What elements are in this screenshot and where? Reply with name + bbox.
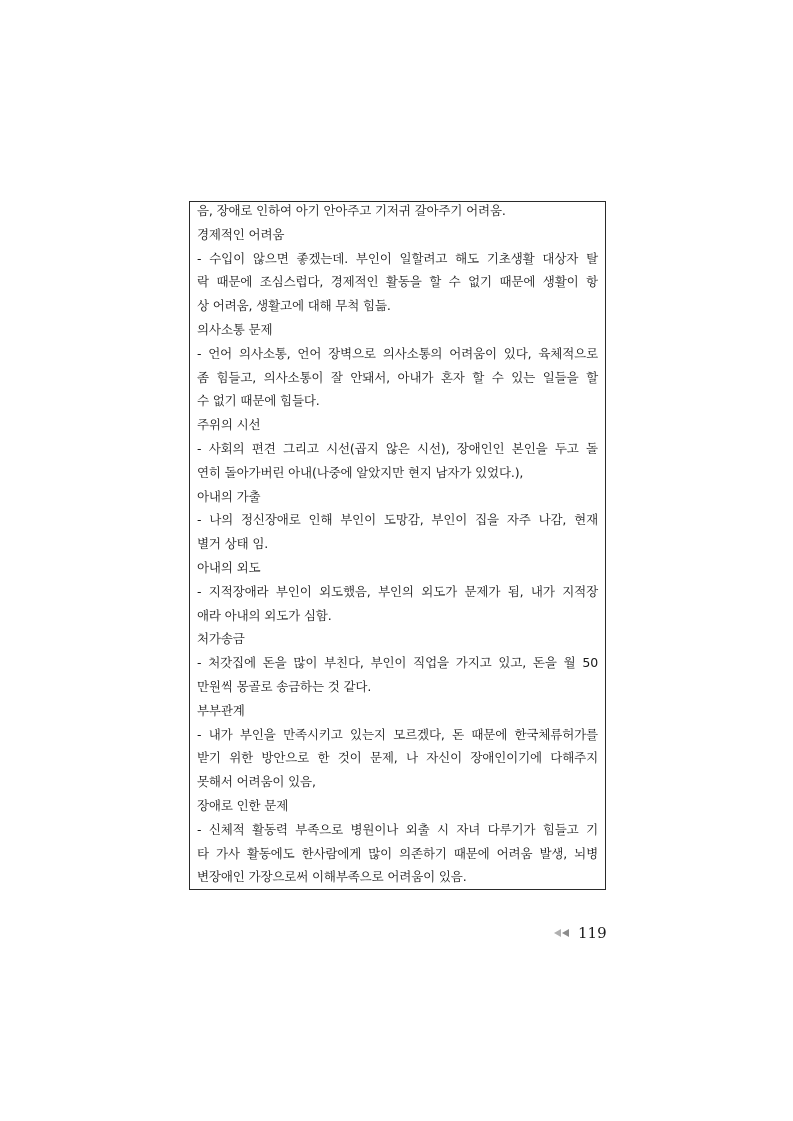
text-line: 아내의 외도	[197, 559, 261, 575]
text-line: 받기 위한 방안으로 한 것이 문제, 나 자신이 장애인이기에 다해주지	[197, 750, 598, 766]
boxed-text-panel	[189, 201, 606, 890]
double-left-triangle-icon	[553, 928, 571, 938]
page-footer	[553, 921, 613, 945]
text-line: - 수입이 않으면 좋겠는데. 부인이 일할려고 해도 기초생활 대상자 탈	[197, 250, 598, 266]
text-line: 락 때문에 조심스럽다, 경제적인 활동을 할 수 없기 때문에 생활이 항	[197, 274, 598, 290]
text-line: 음, 장애로 인하여 아기 안아주고 기저귀 갈아주기 어려움.	[197, 203, 506, 218]
text-line: 만원씩 몽골로 송금하는 것 같다.	[197, 678, 372, 694]
text-line: 아내의 가출	[197, 488, 261, 504]
text-line: 주위의 시선	[197, 417, 261, 433]
text-line: 장애로 인한 문제	[197, 797, 289, 813]
text-line: 상 어려움, 생활고에 대해 무척 힘듦.	[197, 298, 391, 314]
text-line: - 신체적 활동력 부족으로 병원이나 외출 시 자녀 다루기가 힘들고 기	[197, 821, 598, 837]
text-line: 경제적인 어려움	[197, 226, 285, 242]
text-line: 못해서 어려움이 있음,	[197, 774, 316, 790]
text-line: - 언어 의사소통, 언어 장벽으로 의사소통의 어려움이 있다, 육체적으로	[197, 345, 598, 361]
text-line: - 사회의 편견 그리고 시선(곱지 않은 시선), 장애인인 본인을 두고 돌	[197, 440, 598, 456]
text-line: 좀 힘들고, 의사소통이 잘 안돼서, 아내가 혼자 할 수 있는 일들을 할	[197, 369, 598, 385]
text-line: 변장애인 가장으로써 이해부족으로 어려움이 있음.	[197, 869, 467, 885]
page-number: 119	[578, 924, 607, 942]
text-line: 애라 아내의 외도가 심함.	[197, 607, 332, 623]
text-line: - 나의 정신장애로 인해 부인이 도망감, 부인이 집을 자주 나감, 현재	[197, 512, 598, 528]
text-line: 타 가사 활동에도 한사람에게 많이 의존하기 때문에 어려움 발생, 뇌병	[197, 845, 598, 861]
text-line: 수 없기 때문에 힘들다.	[197, 393, 320, 409]
text-line: - 내가 부인을 만족시키고 있는지 모르겠다, 돈 때문에 한국체류허가를	[197, 726, 598, 742]
text-line: 부부관계	[197, 702, 245, 718]
text-line: 연히 돌아가버린 아내(나중에 알았지만 현지 남자가 있었다.),	[197, 464, 524, 480]
text-line: 처가송금	[197, 631, 245, 647]
text-line: 별거 상태 임.	[197, 536, 269, 552]
text-line: - 처갓집에 돈을 많이 부친다, 부인이 직업을 가지고 있고, 돈을 월 50	[197, 655, 598, 671]
text-line: 의사소통 문제	[197, 321, 273, 337]
text-line: - 지적장애라 부인이 외도했음, 부인의 외도가 문제가 됨, 내가 지적장	[197, 583, 598, 599]
